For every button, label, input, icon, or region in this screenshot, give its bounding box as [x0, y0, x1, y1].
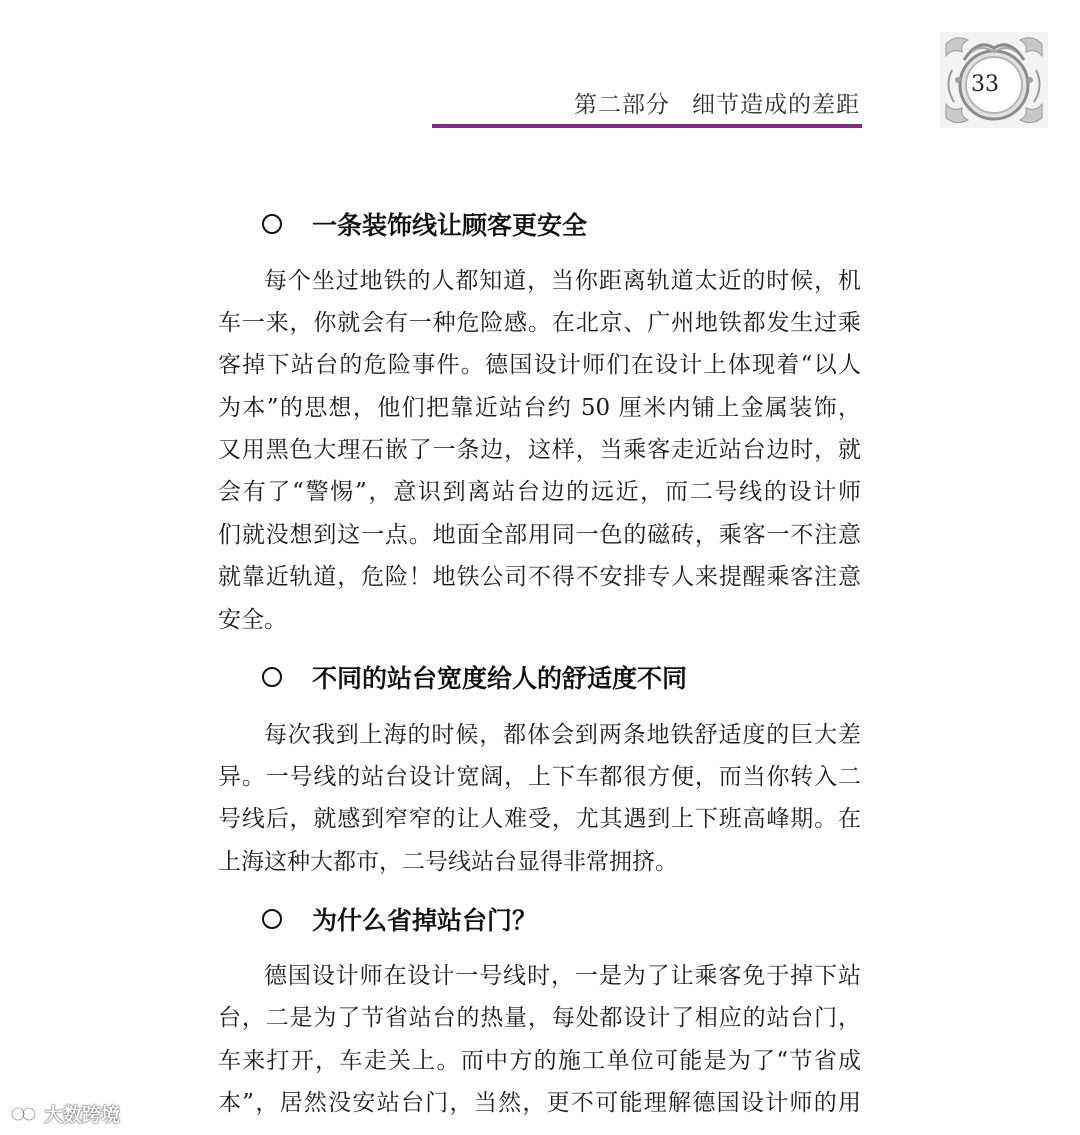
header-chapter: 细节造成的差距 — [692, 92, 860, 118]
paragraph-line: 号线后，就感到窄窄的让人难受，尤其遇到上下班高峰期。在 — [218, 806, 861, 832]
paragraph-line: 每次我到上海的时候，都体会到两条地铁舒适度的巨大差 — [264, 722, 861, 748]
paragraph-line: 们就没想到这一点。地面全部用同一色的磁砖，乘客一不注意 — [218, 522, 861, 548]
paragraph-line: 会有了“警惕”，意识到离站台边的远近，而二号线的设计师 — [218, 479, 861, 505]
page-number: 33 — [971, 72, 999, 97]
section-heading-text: 为什么省掉站台门？ — [312, 906, 538, 935]
paragraph-line: 每个坐过地铁的人都知道，当你距离轨道太近的时候，机 — [264, 268, 861, 294]
section-heading — [262, 206, 587, 242]
circle-bullet-icon — [262, 909, 282, 929]
paragraph-line: 异。一号线的站台设计宽阔，上下车都很方便，而当你转入二 — [218, 764, 861, 790]
circle-bullet-icon — [262, 214, 282, 234]
circle-bullet-icon — [262, 667, 282, 687]
header-rule — [432, 124, 862, 128]
section-heading — [262, 659, 687, 695]
paragraph-line: 又用黑色大理石嵌了一条边，这样，当乘客走近站台边时，就 — [218, 437, 861, 463]
section-heading-text: 一条装饰线让顾客更安全 — [312, 211, 588, 240]
watermark — [10, 1100, 120, 1127]
paragraph-line: 车一来，你就会有一种危险感。在北京、广州地铁都发生过乘 — [218, 310, 861, 336]
paragraph-line: 车来打开，车走关上。而中方的施工单位可能是为了“节省成 — [218, 1048, 861, 1074]
paragraph-line: 本”，居然没安站台门，当然，更不可能理解德国设计师的用 — [218, 1090, 861, 1116]
watermark-text: 大数跨境 — [44, 1104, 121, 1126]
header-part: 第二部分 — [574, 92, 670, 118]
paragraph-line: 安全。 — [218, 607, 287, 633]
section-heading — [262, 901, 537, 937]
paragraph-line: 就靠近轨道，危险！地铁公司不得不安排专人来提醒乘客注意 — [218, 564, 861, 590]
paragraph-line: 客掉下站台的危险事件。德国设计师们在设计上体现着“以人 — [218, 352, 861, 378]
paragraph-line: 为本”的思想，他们把靠近站台约 50 厘米内铺上金属装饰， — [218, 395, 861, 421]
paragraph-line: 台，二是为了节省站台的热量，每处都设计了相应的站台门， — [218, 1005, 861, 1031]
running-header — [560, 86, 860, 119]
section-heading-text: 不同的站台宽度给人的舒适度不同 — [312, 664, 688, 693]
paragraph-line: 上海这种大都市，二号线站台显得非常拥挤。 — [218, 849, 678, 875]
watermark-logo-icon — [10, 1105, 38, 1123]
paragraph-line: 德国设计师在设计一号线时，一是为了让乘客免于掉下站 — [264, 963, 861, 989]
